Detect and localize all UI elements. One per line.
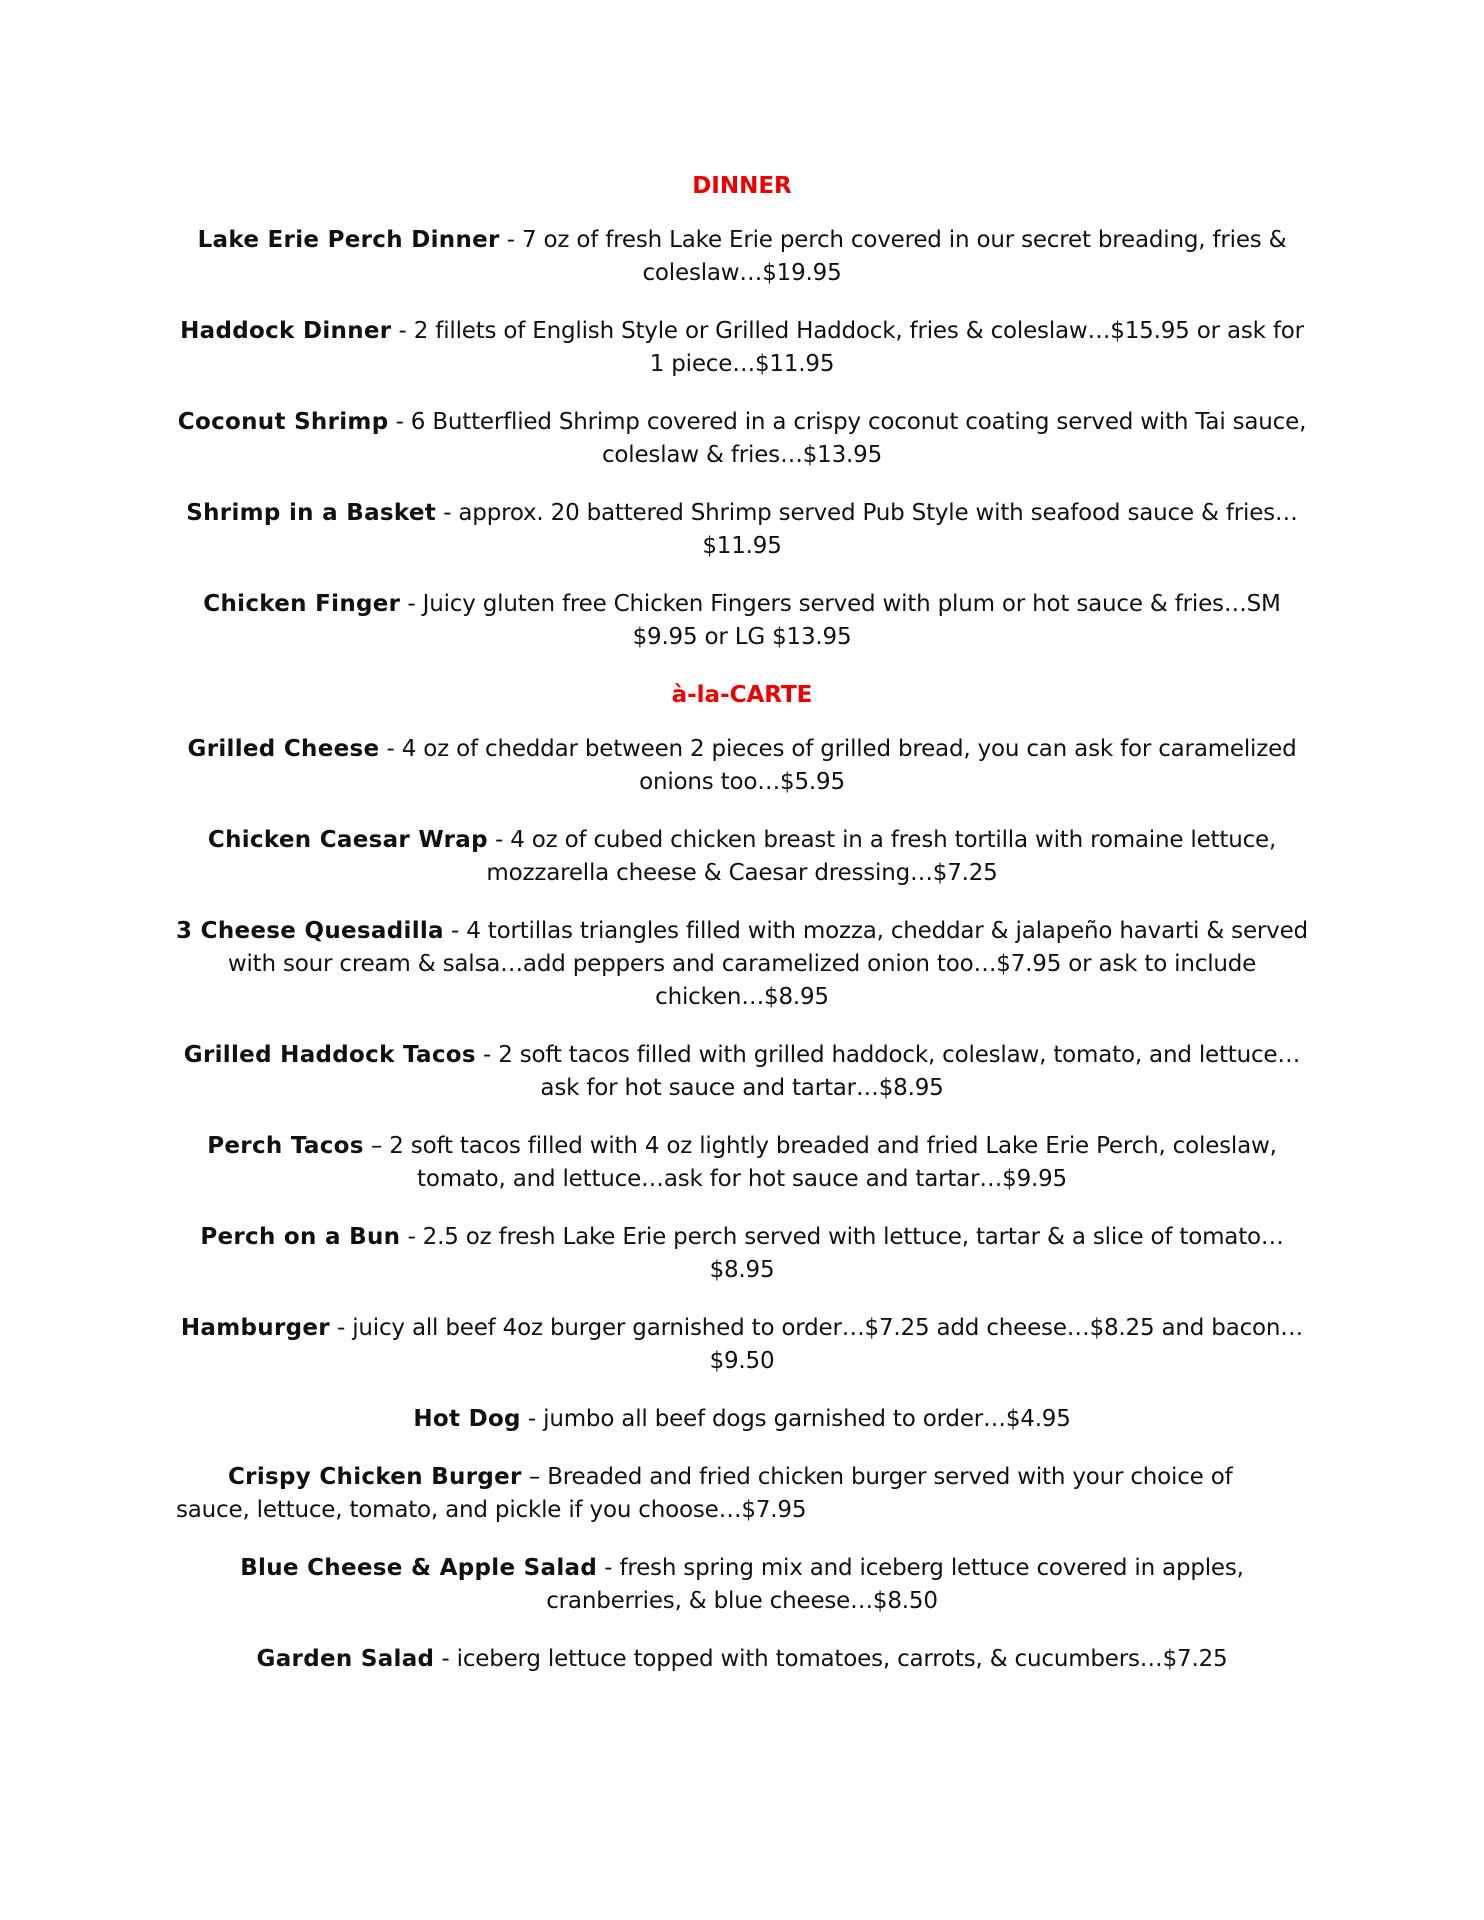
menu-item-garden-salad bbox=[176, 1643, 1308, 1676]
item-name: Crispy Chicken Burger bbox=[228, 1464, 522, 1490]
item-separator: - bbox=[597, 1555, 620, 1581]
item-description: iceberg lettuce topped with tomatoes, carrots, & cucumbers…$7.25 bbox=[456, 1646, 1228, 1672]
menu-item-crispy-chicken-burger bbox=[176, 1461, 1308, 1527]
item-separator: - bbox=[487, 827, 511, 853]
menu-item-grilled-cheese bbox=[176, 733, 1308, 799]
menu-page bbox=[176, 170, 1308, 1701]
item-description: 4 oz of cheddar between 2 pieces of grilled bread, you can ask for caramelized onions too…$5.95 bbox=[401, 736, 1297, 795]
item-name: Haddock Dinner bbox=[180, 318, 392, 344]
dinner-heading: DINNER bbox=[692, 173, 792, 199]
item-separator: - bbox=[499, 227, 522, 253]
item-name: Perch on a Bun bbox=[200, 1224, 401, 1250]
item-separator: - bbox=[379, 736, 402, 762]
item-name: Grilled Cheese bbox=[187, 736, 380, 762]
item-name: Lake Erie Perch Dinner bbox=[197, 227, 500, 253]
item-name: 3 Cheese Quesadilla bbox=[176, 918, 444, 944]
item-name: Garden Salad bbox=[256, 1646, 435, 1672]
item-description: 4 tortillas triangles filled with mozza, cheddar & jalapeño havarti & served with sour cream & salsa…add peppers and caramelized onion too…$7.95 or ask to include chicken…$8.95 bbox=[227, 918, 1308, 1010]
item-description: juicy all beef 4oz burger garnished to order…$7.25 add cheese…$8.25 and bacon…$9.50 bbox=[352, 1315, 1304, 1374]
menu-item-chicken-finger bbox=[176, 588, 1308, 654]
item-name: Chicken Caesar Wrap bbox=[207, 827, 488, 853]
menu-item-chicken-caesar-wrap bbox=[176, 824, 1308, 890]
item-separator: - bbox=[391, 318, 414, 344]
item-name: Hamburger bbox=[180, 1315, 330, 1341]
item-description: approx. 20 battered Shrimp served Pub Style with seafood sauce & fries…$11.95 bbox=[458, 500, 1298, 559]
item-description: 2 soft tacos filled with 4 oz lightly breaded and fried Lake Erie Perch, coleslaw, tomato, and lettuce…ask for hot sauce and tartar…$9.95 bbox=[389, 1133, 1277, 1192]
menu-item-grilled-haddock-tacos bbox=[176, 1039, 1308, 1105]
menu-item-perch-on-a-bun bbox=[176, 1221, 1308, 1287]
item-description: 2 fillets of English Style or Grilled Haddock, fries & coleslaw…$15.95 or ask for 1 piece…$11.95 bbox=[413, 318, 1304, 377]
item-separator: - bbox=[520, 1406, 544, 1432]
item-separator: - bbox=[400, 1224, 423, 1250]
menu-item-shrimp-in-a-basket bbox=[176, 497, 1308, 563]
menu-item-hot-dog bbox=[176, 1403, 1308, 1436]
item-description: 7 oz of fresh Lake Erie perch covered in our secret breading, fries & coleslaw…$19.95 bbox=[522, 227, 1287, 286]
item-name: Shrimp in a Basket bbox=[186, 500, 437, 526]
item-description: 4 oz of cubed chicken breast in a fresh tortilla with romaine lettuce, mozzarella cheese & Caesar dressing…$7.25 bbox=[486, 827, 1277, 886]
item-separator: - bbox=[434, 1646, 457, 1672]
item-description: 2.5 oz fresh Lake Erie perch served with lettuce, tartar & a slice of tomato…$8.95 bbox=[422, 1224, 1284, 1283]
item-name: Blue Cheese & Apple Salad bbox=[240, 1555, 598, 1581]
item-separator: - bbox=[388, 409, 411, 435]
menu-item-coconut-shrimp bbox=[176, 406, 1308, 472]
menu-item-blue-cheese-apple-salad bbox=[176, 1552, 1308, 1618]
menu-item-3-cheese-quesadilla bbox=[176, 915, 1308, 1014]
item-separator: - bbox=[329, 1315, 353, 1341]
item-name: Coconut Shrimp bbox=[177, 409, 389, 435]
item-separator: - bbox=[400, 591, 423, 617]
item-separator: - bbox=[436, 500, 459, 526]
item-name: Perch Tacos bbox=[207, 1133, 364, 1159]
item-description: fresh spring mix and iceberg lettuce covered in apples, cranberries, & blue cheese…$8.50 bbox=[546, 1555, 1244, 1614]
menu-item-lake-erie-perch-dinner bbox=[176, 224, 1308, 290]
item-description: jumbo all beef dogs garnished to order…$4.95 bbox=[543, 1406, 1071, 1432]
alacarte-heading: à-la-CARTE bbox=[671, 682, 813, 708]
item-separator: - bbox=[475, 1042, 499, 1068]
item-separator: – bbox=[363, 1133, 390, 1159]
item-description: 2 soft tacos filled with grilled haddock, coleslaw, tomato, and lettuce…ask for hot sauce and tartar…$8.95 bbox=[498, 1042, 1301, 1101]
item-separator: – bbox=[521, 1464, 548, 1490]
item-name: Chicken Finger bbox=[203, 591, 401, 617]
item-description: Juicy gluten free Chicken Fingers served with plum or hot sauce & fries…SM $9.95 or LG $13.95 bbox=[422, 591, 1281, 650]
item-description: 6 Butterflied Shrimp covered in a crispy coconut coating served with Tai sauce, coleslaw & fries…$13.95 bbox=[410, 409, 1307, 468]
item-separator: - bbox=[443, 918, 467, 944]
menu-item-haddock-dinner bbox=[176, 315, 1308, 381]
item-name: Hot Dog bbox=[413, 1406, 521, 1432]
item-name: Grilled Haddock Tacos bbox=[183, 1042, 476, 1068]
menu-item-hamburger bbox=[176, 1312, 1308, 1378]
menu-item-perch-tacos bbox=[176, 1130, 1308, 1196]
item-description: Breaded and fried chicken burger served with your choice of sauce, lettuce, tomato, and pickle if you choose…$7.95 bbox=[176, 1464, 1233, 1523]
